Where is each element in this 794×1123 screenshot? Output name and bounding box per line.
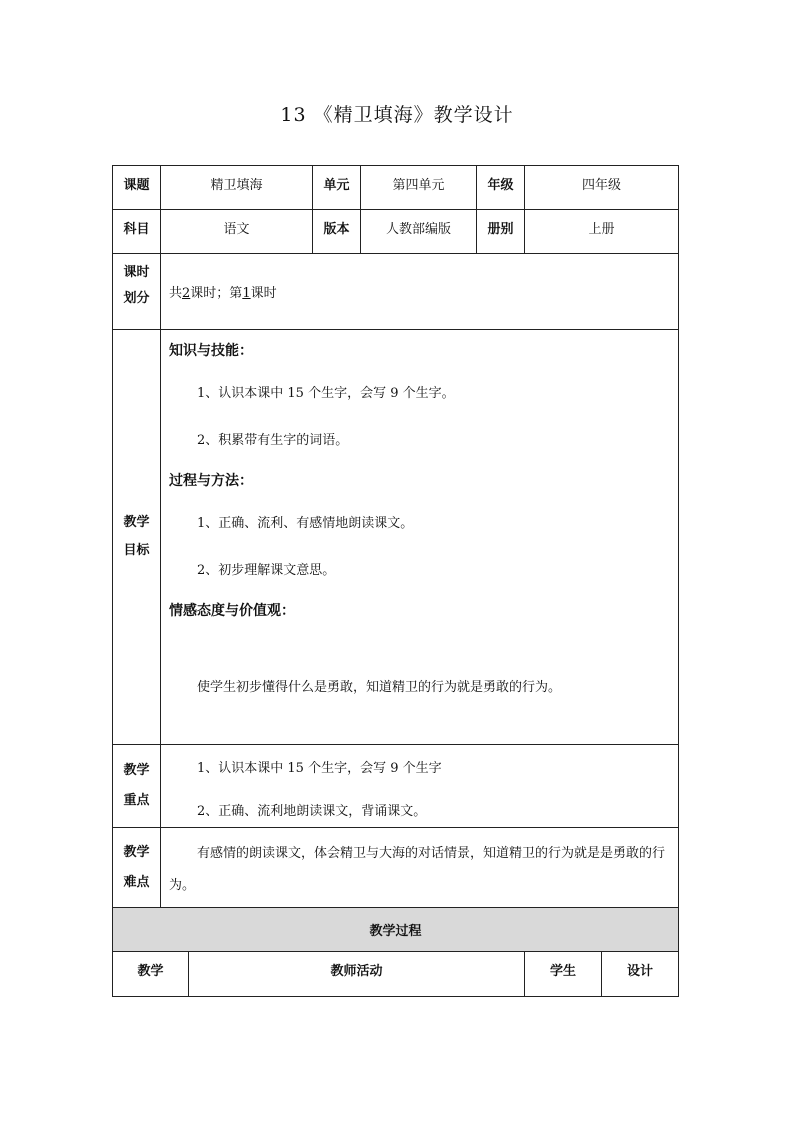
volume-value: 上册 (525, 210, 679, 254)
key-content (161, 745, 679, 828)
edition-label: 版本 (313, 210, 361, 254)
topic-value: 精卫填海 (161, 166, 313, 210)
hours-mid: 课时；第 (190, 286, 243, 301)
goals-label (113, 330, 161, 745)
key-label (113, 745, 161, 828)
info-row-1 (113, 166, 679, 210)
process-col-design: 设计 (602, 952, 679, 997)
process-col-teaching: 教学 (113, 952, 189, 997)
lesson-plan-table (112, 165, 679, 997)
difficulty-text: 有感情的朗读课文，体会精卫与大海的对话情景，知道精卫的行为就是是勇敢的行为。 (169, 846, 666, 893)
hours-label (113, 254, 161, 330)
grade-label: 年级 (477, 166, 525, 210)
key-label-line-1: 教学 (123, 763, 150, 778)
difficulty-label-line-1: 教学 (123, 844, 150, 860)
difficulty-label-line-2: 难点 (123, 874, 150, 890)
difficulty-content (161, 828, 679, 908)
process-header-row (113, 908, 679, 952)
goals-emotion-heading: 情感态度与价值观： (169, 603, 295, 619)
key-line-2: 2、正确、流利地朗读课文，背诵课文。 (197, 804, 427, 819)
key-label-line-2: 重点 (123, 793, 150, 808)
info-row-2 (113, 210, 679, 254)
goals-process-1: 1、正确、流利、有感情地朗读课文。 (197, 516, 414, 531)
difficulty-label (113, 828, 161, 908)
difficulty-row (113, 828, 679, 908)
hours-row (113, 254, 679, 330)
goals-knowledge-2: 2、积累带有生字的词语。 (197, 433, 349, 448)
hours-value (161, 254, 679, 330)
process-columns-row (113, 952, 679, 997)
goals-emotion-1: 使学生初步懂得什么是勇敢，知道精卫的行为就是勇敢的行为。 (197, 680, 562, 695)
goals-process-heading: 过程与方法： (169, 473, 253, 489)
hours-label-line-2: 划分 (123, 291, 150, 306)
volume-label: 册别 (477, 210, 525, 254)
goals-process-2: 2、初步理解课文意思。 (197, 563, 336, 578)
edition-value: 人教部编版 (361, 210, 477, 254)
topic-label: 课题 (113, 166, 161, 210)
goals-knowledge-1: 1、认识本课中 15 个生字，会写 9 个生字。 (197, 386, 455, 401)
unit-value: 第四单元 (361, 166, 477, 210)
unit-label: 单元 (313, 166, 361, 210)
hours-label-line-1: 课时 (123, 265, 150, 280)
hours-prefix: 共 (169, 286, 183, 301)
subject-value: 语文 (161, 210, 313, 254)
process-col-student: 学生 (525, 952, 602, 997)
page-title: 13 《精卫填海》教学设计 (280, 104, 514, 126)
grade-value: 四年级 (525, 166, 679, 210)
key-row (113, 745, 679, 828)
goals-content (161, 330, 679, 745)
process-header: 教学过程 (113, 908, 679, 952)
hours-current: 1 (242, 286, 251, 301)
key-line-1: 1、认识本课中 15 个生字，会写 9 个生字 (197, 761, 442, 776)
process-col-teacher-activity: 教师活动 (189, 952, 525, 997)
goals-row (113, 330, 679, 745)
goals-label-line-1: 教学 (123, 515, 150, 530)
hours-total: 2 (182, 286, 191, 301)
subject-label: 科目 (113, 210, 161, 254)
goals-knowledge-heading: 知识与技能： (169, 343, 253, 359)
hours-suffix: 课时 (250, 286, 277, 301)
goals-label-line-2: 目标 (123, 543, 150, 558)
